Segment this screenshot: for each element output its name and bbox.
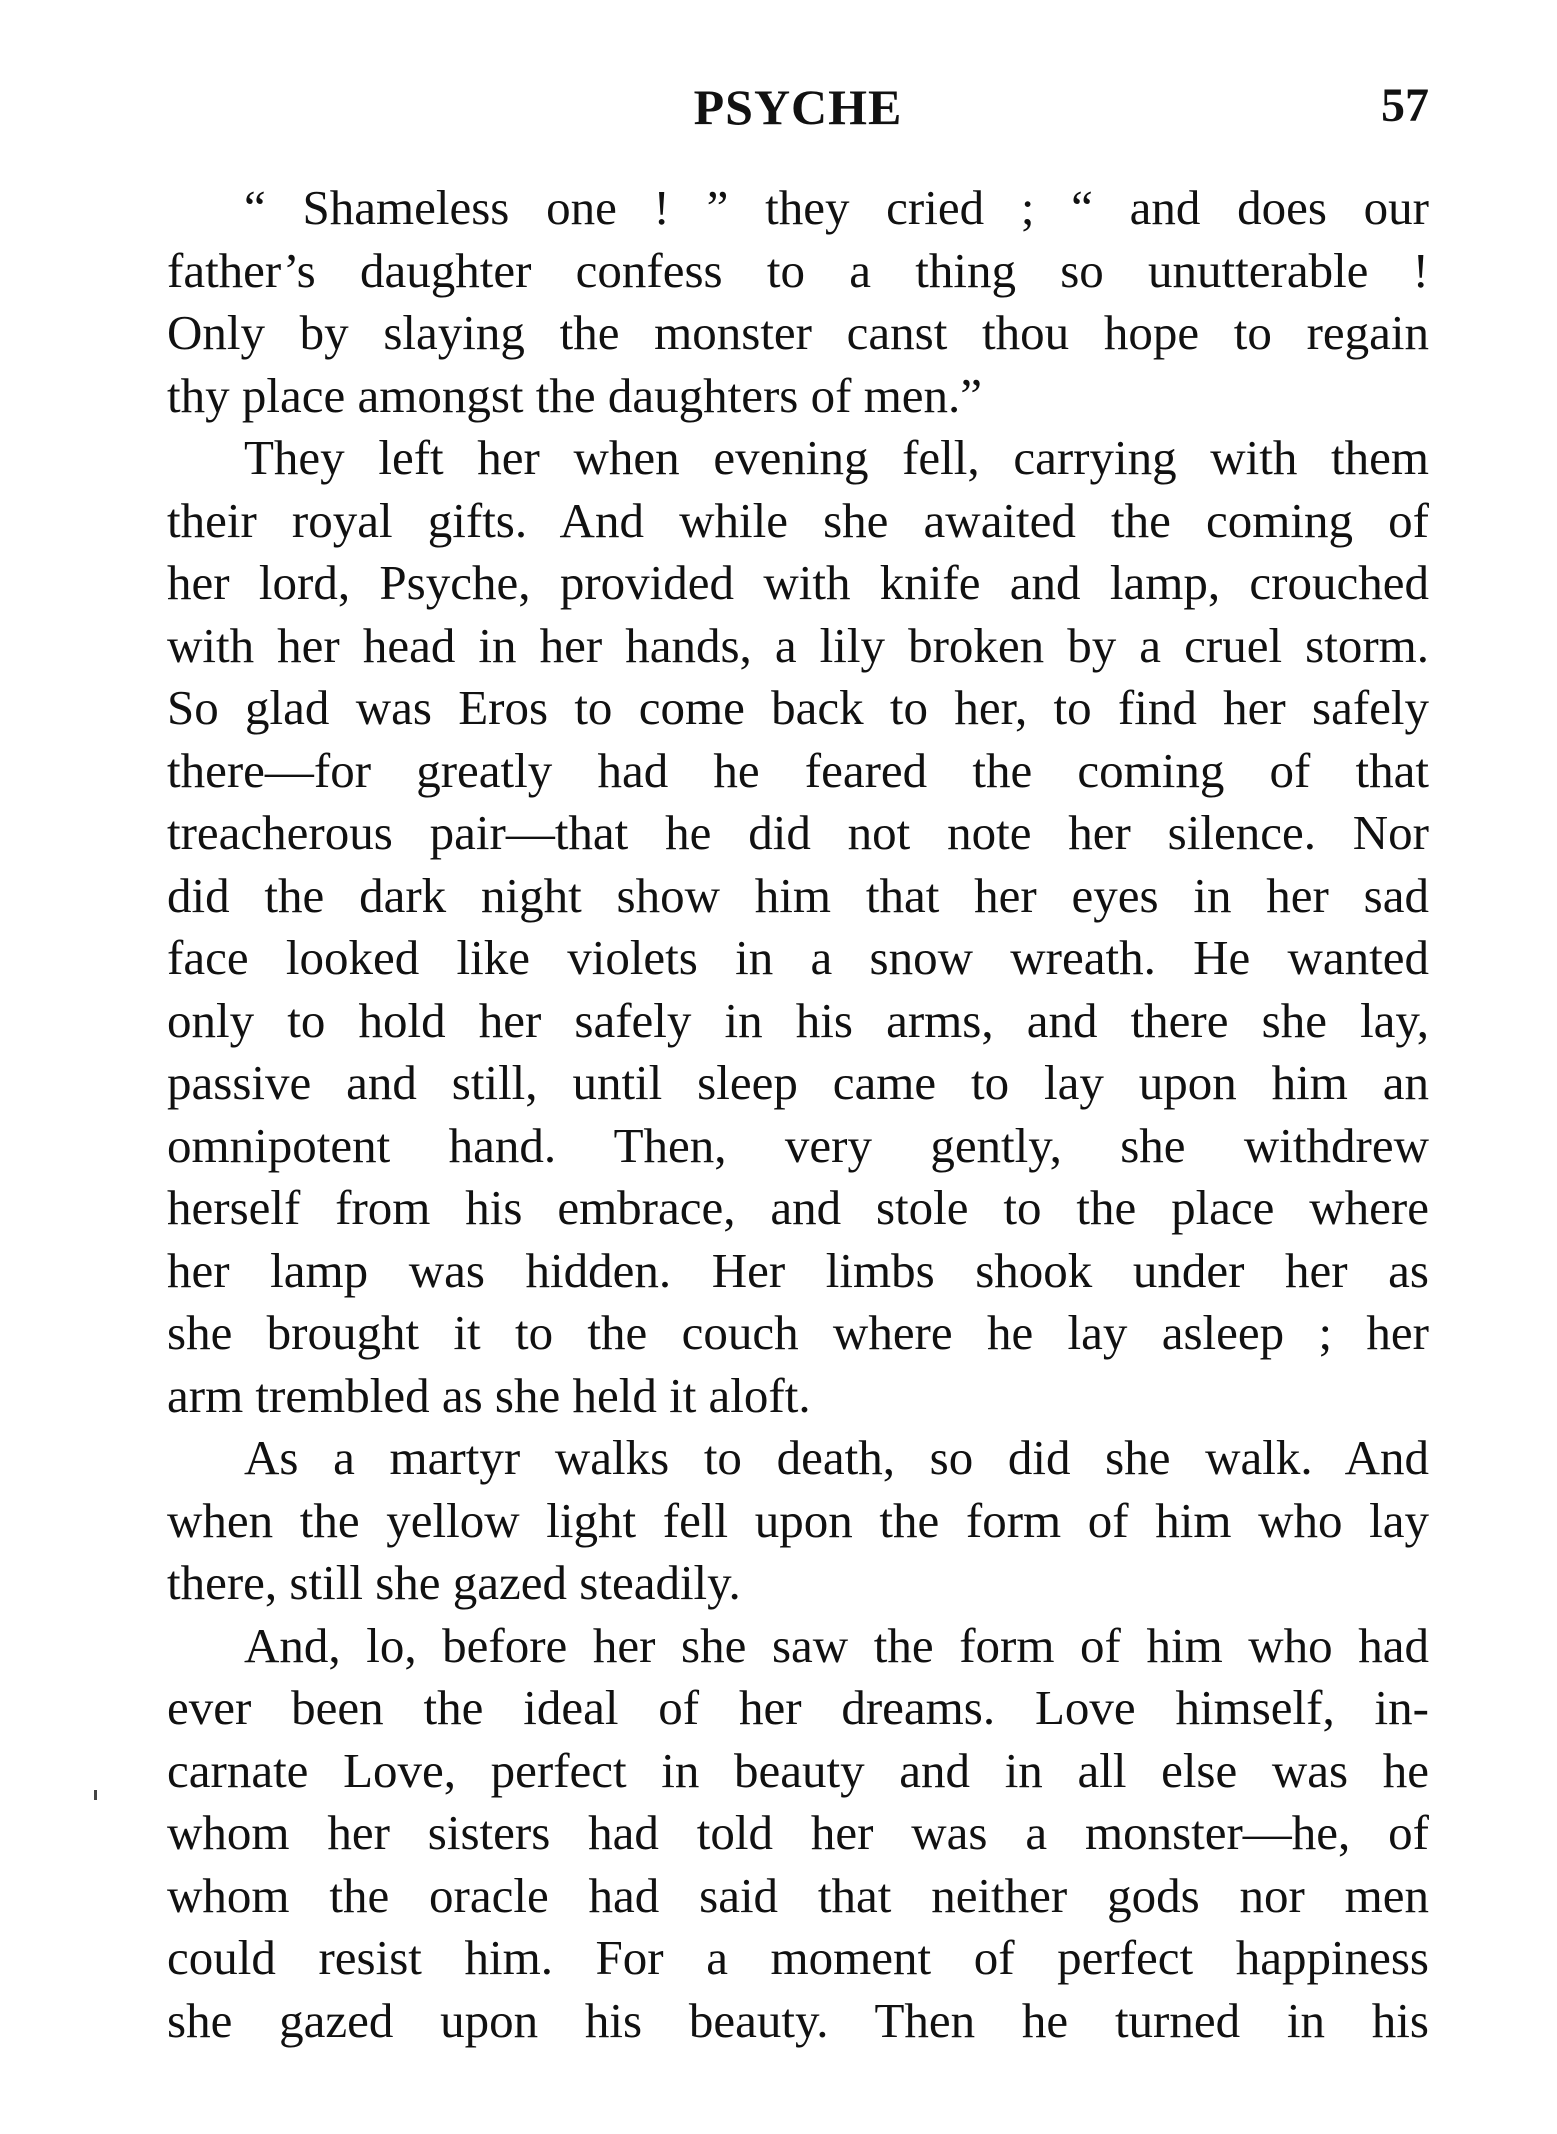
text-line: “ Shameless one ! ” they cried ; “ and does our — [244, 180, 1429, 235]
paragraph — [167, 1427, 1429, 1615]
text-line: their royal gifts. And while she awaited the coming of — [167, 492, 1429, 548]
page-number: 57 — [1381, 79, 1429, 132]
body-text — [167, 177, 1429, 2052]
text-line: whom her sisters had told her was a monster—he, of — [167, 1805, 1429, 1860]
text-line: with her head in her hands, a lily broken by a cruel storm. — [167, 617, 1429, 673]
text-line: only to hold her safely in his arms, and there she lay, — [167, 992, 1429, 1048]
text-line: her lord, Psyche, provided with knife and lamp, crouched — [167, 555, 1429, 610]
text-line: Only by slaying the monster canst thou hope to regain — [167, 305, 1429, 360]
paragraph — [167, 177, 1429, 427]
text-line: her lamp was hidden. Her limbs shook under her as — [167, 1242, 1429, 1298]
text-line: face looked like violets in a snow wreath. He wanted — [167, 930, 1429, 985]
text-line: As a martyr walks to death, so did she walk. And — [244, 1430, 1429, 1485]
text-line: herself from his embrace, and stole to the place where — [167, 1180, 1429, 1235]
margin-speck — [94, 1790, 97, 1800]
text-line: there—for greatly had he feared the coming of that — [167, 742, 1429, 798]
text-line: passive and still, until sleep came to lay upon him an — [167, 1055, 1429, 1110]
text-line: ever been the ideal of her dreams. Love himself, in- — [167, 1680, 1429, 1735]
running-head — [167, 78, 1429, 148]
text-line: carnate Love, perfect in beauty and in all else was he — [167, 1742, 1429, 1798]
text-line: she gazed upon his beauty. Then he turned in his — [167, 1992, 1429, 2048]
text-line: arm trembled as she held it aloft. — [167, 1367, 811, 1423]
text-line: treacherous pair—that he did not note her silence. Nor — [167, 805, 1429, 860]
text-line: she brought it to the couch where he lay asleep ; her — [167, 1305, 1429, 1360]
text-line: there, still she gazed steadily. — [167, 1555, 741, 1610]
text-line: whom the oracle had said that neither gods nor men — [167, 1867, 1429, 1923]
text-line: And, lo, before her she saw the form of him who had — [244, 1617, 1429, 1673]
text-line: did the dark night show him that her eyes in her sad — [167, 867, 1429, 923]
text-line: thy place amongst the daughters of men.” — [167, 367, 983, 423]
text-line: father’s daughter confess to a thing so unutterable ! — [167, 242, 1429, 298]
text-line: when the yellow light fell upon the form of him who lay — [167, 1492, 1429, 1548]
paragraph — [167, 1615, 1429, 2053]
text-line: could resist him. For a moment of perfect happiness — [167, 1930, 1429, 1985]
text-line: So glad was Eros to come back to her, to find her safely — [167, 680, 1429, 735]
text-line: omnipotent hand. Then, very gently, she withdrew — [167, 1117, 1429, 1173]
text-line: They left her when evening fell, carrying with them — [244, 430, 1429, 485]
chapter-title: PSYCHE — [693, 79, 903, 135]
paragraph — [167, 427, 1429, 1427]
